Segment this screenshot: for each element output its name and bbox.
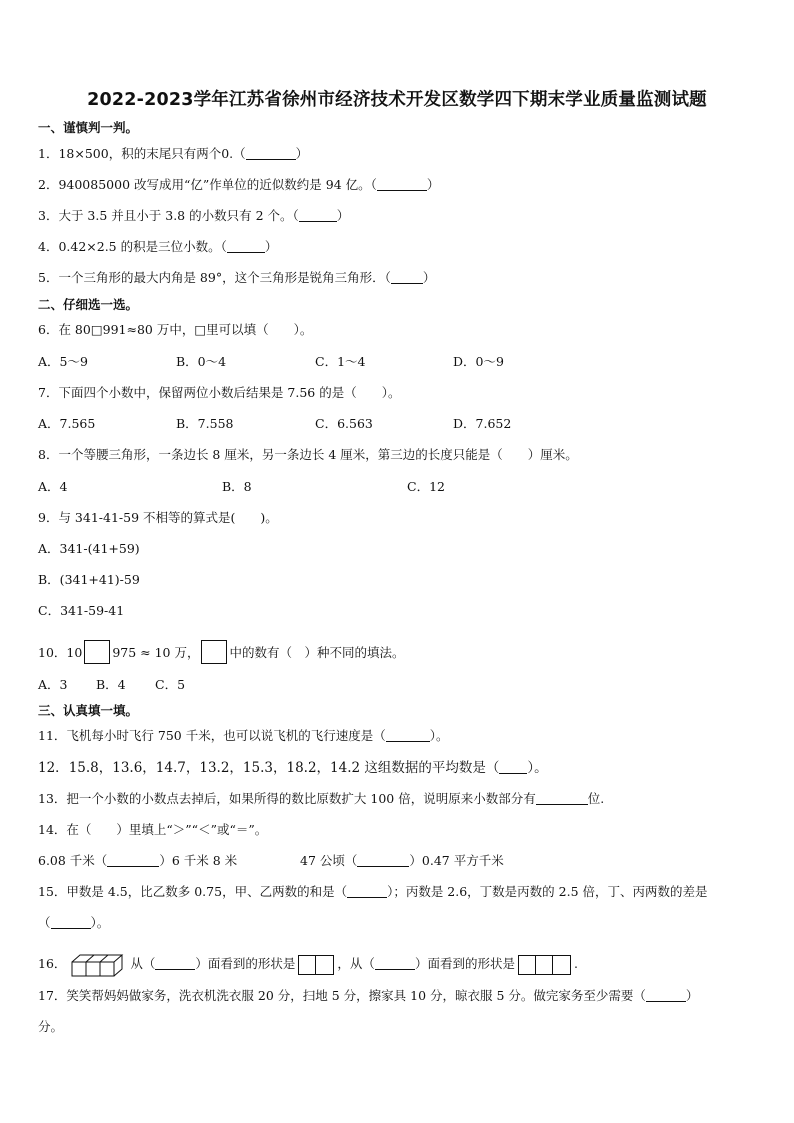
- question-number: 1．: [38, 146, 59, 161]
- question-text: 975 ≈ 10 万，: [112, 645, 200, 660]
- answer-blank[interactable]: [347, 885, 387, 898]
- answer-blank[interactable]: [536, 792, 588, 805]
- question-text-end: 位.: [587, 791, 605, 806]
- question-13: [38, 791, 604, 807]
- answer-blank[interactable]: [246, 147, 296, 160]
- question-11: [38, 728, 448, 744]
- question-number: 15．: [38, 884, 67, 899]
- question-text-end: ）: [685, 988, 699, 1003]
- compare-item-1: [38, 853, 237, 869]
- question-number: 8．: [38, 447, 59, 462]
- option-c[interactable]: C．12: [407, 479, 445, 494]
- shape-two-squares: [298, 955, 334, 975]
- question-number: 2．: [38, 177, 59, 192]
- question-number: 16．: [38, 956, 67, 971]
- question-7: [38, 385, 400, 401]
- question-text-end: ）: [426, 177, 440, 192]
- question-15-line-2: [38, 915, 109, 931]
- option-b[interactable]: B．(341+41)-59: [38, 572, 140, 587]
- question-text-end: ）。: [90, 915, 110, 930]
- question-17-line-2: 分。: [38, 1019, 64, 1034]
- question-text: 15.8，13.6，14.7，13.2，15.3，18.2，14.2 这组数据的平均数是（: [68, 760, 500, 776]
- question-text: 与 341-41-59 不相等的算式是( )。: [58, 510, 278, 525]
- section-heading-3: 三、认真填一填。: [38, 703, 139, 718]
- option-c[interactable]: C．5: [155, 677, 186, 692]
- question-5: [38, 270, 435, 286]
- digit-box[interactable]: [84, 640, 110, 664]
- cubes-figure: [70, 952, 128, 978]
- question-text-end: ）: [336, 208, 350, 223]
- question-number: 7．: [38, 385, 59, 400]
- question-text-end: ）: [295, 146, 309, 161]
- answer-blank[interactable]: [357, 854, 409, 867]
- section-heading-2: 二、仔细选一选。: [38, 297, 139, 312]
- question-text-end: ）: [264, 239, 278, 254]
- question-text: 下面四个小数中，保留两位小数后结果是 7.56 的是（ ）。: [58, 385, 401, 400]
- question-text: 在（ ）里填上“＞”“＜”或“＝”。: [66, 822, 268, 837]
- question-text: 笑笑帮妈妈做家务，洗衣机洗衣服 20 分，扫地 5 分，擦家具 10 分，晾衣服 5 分。做完家务至少需要（: [66, 988, 646, 1003]
- option-c[interactable]: C．341-59-41: [38, 603, 125, 618]
- question-text: 甲数是 4.5，比乙数多 0.75，甲、乙两数的和是（: [66, 884, 348, 899]
- question-text: （: [38, 915, 51, 930]
- question-text: 中的数有（ ）种不同的填法。: [229, 645, 405, 660]
- question-text: 18×500，积的末尾只有两个0.（: [58, 146, 246, 161]
- answer-blank[interactable]: [155, 957, 195, 970]
- question-6: [38, 322, 312, 338]
- question-number: 6．: [38, 322, 59, 337]
- question-12: [38, 760, 548, 776]
- answer-blank[interactable]: [107, 854, 159, 867]
- option-b[interactable]: B．4: [96, 677, 126, 692]
- question-number: 5．: [38, 270, 59, 285]
- option-a[interactable]: A．5～9: [38, 354, 88, 369]
- question-text: ）面看到的形状是: [414, 956, 515, 971]
- question-number: 9．: [38, 510, 59, 525]
- compare-left: 6.08 千米（: [38, 853, 108, 868]
- option-a[interactable]: A．4: [38, 479, 68, 494]
- question-number: 3．: [38, 208, 59, 223]
- compare-right: ）0.47 平方千米: [409, 853, 504, 868]
- question-number: 17．: [38, 988, 67, 1003]
- page-title: 2022-2023学年江苏省徐州市经济技术开发区数学四下期末学业质量监测试题: [87, 90, 707, 110]
- question-16: [38, 952, 578, 978]
- compare-right: ）6 千米 8 米: [159, 853, 238, 868]
- compare-item-2: [300, 853, 504, 869]
- section-heading-1: 一、谨慎判一判。: [38, 120, 139, 135]
- answer-blank[interactable]: [51, 916, 91, 929]
- answer-blank[interactable]: [646, 989, 686, 1002]
- answer-blank[interactable]: [499, 761, 527, 774]
- question-text: 0.42×2.5 的积是三位小数。（: [58, 239, 227, 254]
- question-text: 从（: [130, 956, 156, 971]
- question-9: [38, 510, 278, 526]
- question-14: [38, 822, 267, 838]
- answer-blank[interactable]: [375, 957, 415, 970]
- question-number: 4．: [38, 239, 59, 254]
- question-text-end: ）。: [429, 728, 449, 743]
- answer-blank[interactable]: [391, 271, 423, 284]
- question-text: 一个等腰三角形，一条边长 8 厘米，另一条边长 4 厘米，第三边的长度只能是（ ）厘米。: [58, 447, 578, 462]
- question-number: 12．: [38, 760, 69, 776]
- option-a[interactable]: A．3: [38, 677, 68, 692]
- question-17: [38, 988, 698, 1004]
- answer-blank[interactable]: [386, 729, 430, 742]
- option-a[interactable]: A．7.565: [38, 416, 96, 431]
- question-number: 11．: [38, 728, 67, 743]
- option-b[interactable]: B．8: [222, 479, 252, 494]
- answer-blank[interactable]: [299, 209, 337, 222]
- digit-box: [201, 640, 227, 664]
- option-d[interactable]: D．0～9: [453, 354, 504, 369]
- shape-three-squares: [518, 955, 571, 975]
- question-15: [38, 884, 708, 900]
- question-text-end: ）。: [527, 760, 548, 776]
- option-b[interactable]: B．7.558: [176, 416, 234, 431]
- option-a[interactable]: A．341-(41+59): [38, 541, 140, 556]
- question-4: [38, 239, 277, 255]
- question-text: 飞机每小时飞行 750 千米，也可以说飞机的飞行速度是（: [66, 728, 386, 743]
- question-text: 在 80□991≈80 万中，□里可以填（ ）。: [58, 322, 313, 337]
- option-c[interactable]: C．6.563: [315, 416, 373, 431]
- answer-blank[interactable]: [227, 240, 265, 253]
- question-8: [38, 447, 578, 463]
- option-c[interactable]: C．1～4: [315, 354, 366, 369]
- question-number: 13．: [38, 791, 67, 806]
- question-text: 大于 3.5 并且小于 3.8 的小数只有 2 个。（: [58, 208, 299, 223]
- question-text: 940085000 改写成用“亿”作单位的近似数约是 94 亿。（: [58, 177, 377, 192]
- question-text: ，从（: [337, 956, 375, 971]
- question-text: ）；丙数是 2.6，丁数是丙数的 2.5 倍，丁、丙两数的差是: [387, 884, 708, 899]
- option-b[interactable]: B．0～4: [176, 354, 227, 369]
- question-3: [38, 208, 349, 224]
- option-d[interactable]: D．7.652: [453, 416, 512, 431]
- question-2: [38, 177, 439, 193]
- question-text: 10: [66, 645, 83, 660]
- compare-left: 47 公顷（: [300, 853, 358, 868]
- question-10: [38, 640, 405, 664]
- question-number: 14．: [38, 822, 67, 837]
- question-text: 一个三角形的最大内角是 89°，这个三角形是锐角三角形．（: [58, 270, 391, 285]
- question-text-end: ）: [422, 270, 436, 285]
- question-text: ）面看到的形状是: [195, 956, 296, 971]
- answer-blank[interactable]: [377, 178, 427, 191]
- question-text: 把一个小数的小数点去掉后，如果所得的数比原数扩大 100 倍，说明原来小数部分有: [66, 791, 536, 806]
- question-1: [38, 146, 308, 162]
- question-text-end: .: [573, 956, 578, 971]
- question-number: 10．: [38, 645, 67, 660]
